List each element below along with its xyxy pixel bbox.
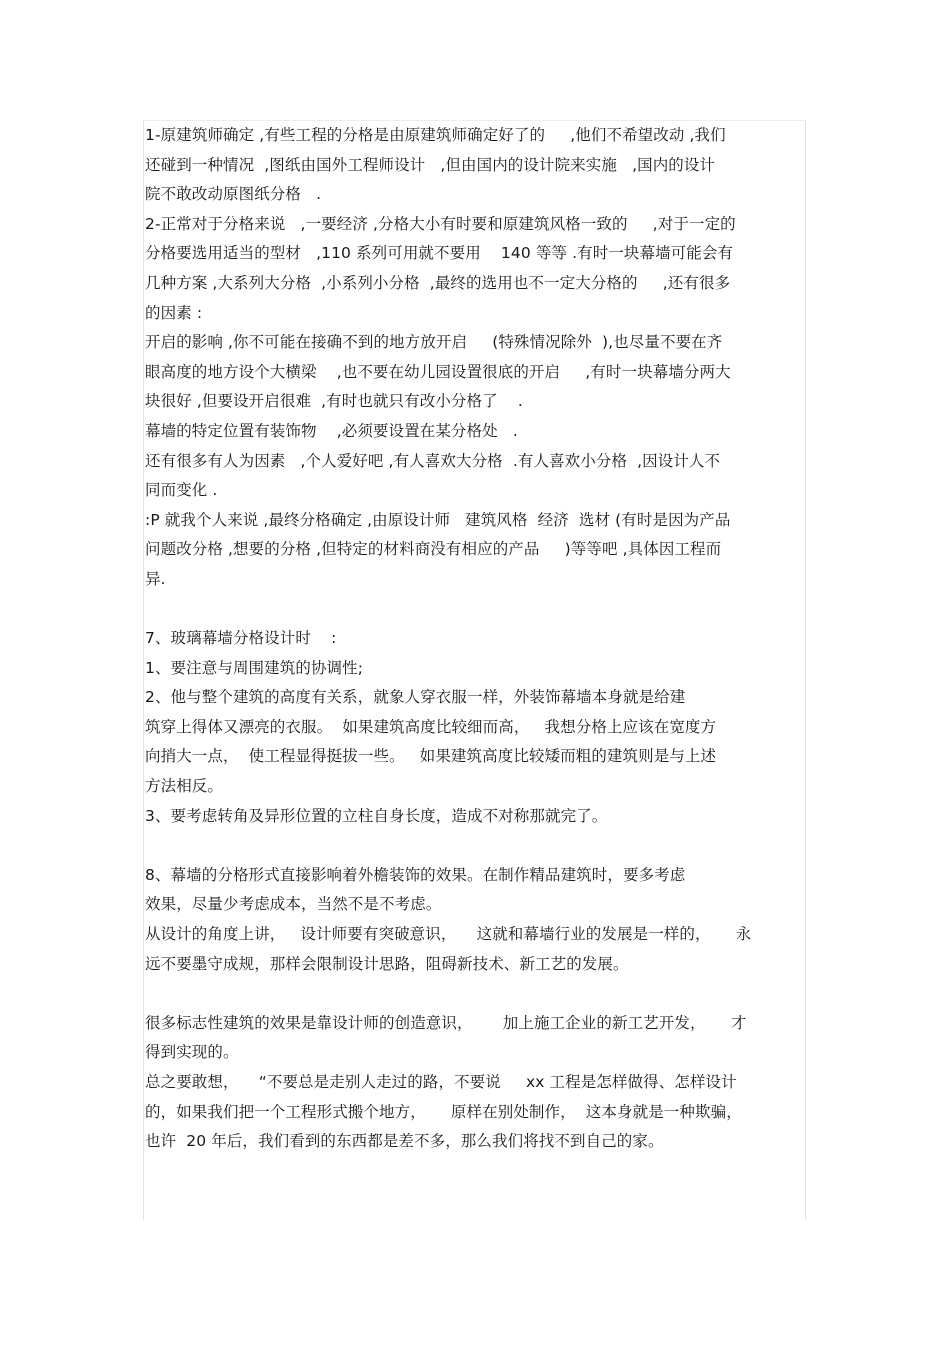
text-line: 向捎大一点， 使工程显得挺拔一些。 如果建筑高度比较矮而粗的建筑则是与上述 [145,747,717,766]
text-line: 幕墙的特定位置有装饰物 ,必须要设置在某分格处 . [145,421,518,440]
text-line: 远不要墨守成规，那样会限制设计思路，阻碍新技术、新工艺的发展。 [145,954,629,973]
paragraph-spacer [145,595,805,625]
text-line: 得到实现的。 [145,1043,239,1062]
section-1 [145,121,805,595]
text-line: 还碰到一种情况 ,图纸由国外工程师设计 ,但由国内的设计院来实施 ,国内的设计 [145,155,716,174]
text-line: 总之要敢想， “不要总是走别人走过的路，不要说 xx 工程是怎样做得、怎样设计 [145,1073,737,1091]
section-4 [145,1009,805,1157]
paragraph-spacer [145,831,805,861]
text-line: 3、要考虑转角及异形位置的立柱自身长度，造成不对称那就完了。 [145,806,608,825]
section-2 [145,624,805,831]
text-line: 方法相反。 [145,777,224,796]
text-line: 1、要注意与周围建筑的协调性; [145,658,364,677]
text-line: 还有很多有人为因素 ,个人爱好吧 ,有人喜欢大分格 .有人喜欢小分格 ,因设计人不 [145,451,721,470]
text-line: 开启的影响 ,你不可能在接确不到的地方放开启 (特殊情况除外 ),也尽量不要在齐 [145,333,723,352]
paragraph-spacer [145,979,805,1009]
text-line: 1-原建筑师确定 ,有些工程的分格是由原建筑师确定好了的 ,他们不希望改动 ,我们 [145,126,726,144]
text-line: 同而变化 . [145,481,218,500]
text-line: 的因素 : [145,303,203,322]
text-line: 块很好 ,但要设开启很难 ,有时也就只有改小分格了 . [145,392,523,411]
text-line: 2、他与整个建筑的高度有关系，就象人穿衣服一样，外装饰幕墙本身就是给建 [145,688,686,707]
text-line: 也许 20 年后，我们看到的东西都是差不多，那么我们将找不到自己的家。 [145,1132,664,1151]
text-line: 的，如果我们把一个工程形式搬个地方， 原样在别处制作， 这本身就是一种欺骗， [145,1102,742,1121]
text-line: 8、幕墙的分格形式直接影响着外檐装饰的效果。在制作精品建筑时，要多考虑 [145,865,686,884]
text-line: 眼高度的地方设个大横梁 ,也不要在幼儿园设置很底的开启 ,有时一块幕墙分两大 [145,362,731,381]
text-line: 效果，尽量少考虑成本，当然不是不考虑。 [145,895,442,914]
text-line: 2-正常对于分格来说 ,一要经济 ,分格大小有时要和原建筑风格一致的 ,对于一定的 [145,214,736,233]
text-line: 从设计的角度上讲， 设计师要有突破意识， 这就和幕墙行业的发展是一样的， 永 [145,925,752,944]
section-3 [145,861,805,979]
text-line: 很多标志性建筑的效果是靠设计师的创造意识， 加上施工企业的新工艺开发， 才 [145,1013,747,1032]
text-line: 几种方案 ,大系列大分格 ,小系列小分格 ,最终的选用也不一定大分格的 ,还有很多 [145,273,731,292]
text-line: 分格要选用适当的型材 ,110 系列可用就不要用 140 等等 .有时一块幕墙可能会有 [145,244,734,263]
text-line: 院不敢改动原图纸分格 . [145,185,322,204]
text-line: :P 就我个人来说 ,最终分格确定 ,由原设计师 建筑风格 经济 选材 (有时是因为产品 [145,510,731,529]
text-line: 异. [145,569,166,588]
text-line: 筑穿上得体又漂亮的衣服。 如果建筑高度比较细而高， 我想分格上应该在宽度方 [145,717,717,736]
text-line: 7、玻璃幕墙分格设计时 : [145,629,337,648]
document-body [145,121,805,1157]
text-line: 问题改分格 ,想要的分格 ,但特定的材料商没有相应的产品 )等等吧 ,具体因工程而 [145,540,722,559]
